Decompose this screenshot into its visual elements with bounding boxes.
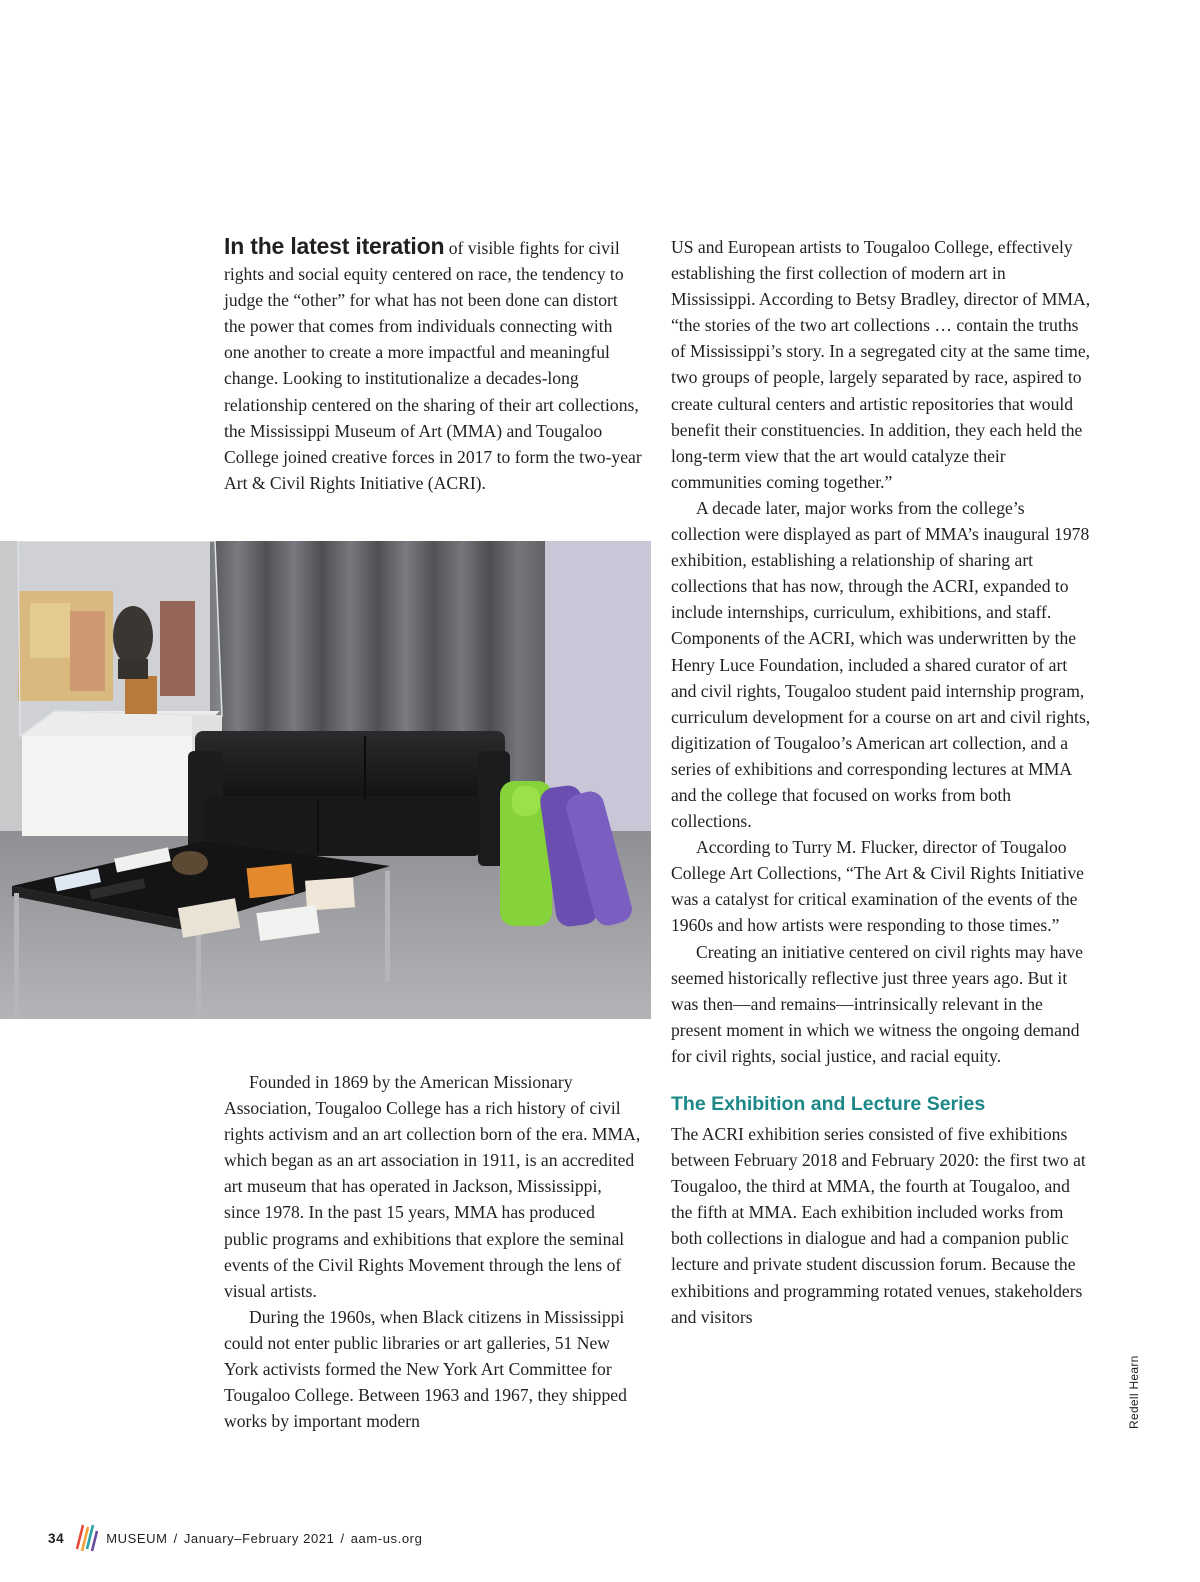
intro-paragraph [224, 233, 642, 496]
website-link[interactable]: aam-us.org [350, 1530, 423, 1546]
page-number: 34 [48, 1530, 65, 1546]
body-paragraph: Founded in 1869 by the American Missionary Association, Tougaloo College has a rich history of civil rights activism and an art collection born of the era. MMA, which began as an art association in 1911, is an accredited art museum that has operated in Jackson, Mississippi, since 1978. In the past 15 years, MMA has produced public programs and exhibitions that explore the seminal events of the Civil Rights Movement through the lens of visual artists. [224, 1072, 641, 1301]
black-sofa [195, 731, 505, 806]
lead-phrase: In the latest iteration [224, 233, 445, 259]
pedestal [22, 736, 192, 836]
issue-date: January–February 2021 [183, 1530, 335, 1546]
gallery-photo [0, 541, 651, 1019]
page-footer [48, 1522, 422, 1554]
body-paragraph: Creating an initiative centered on civil rights may have seemed historically reflective just three years ago. But it was then—and remains—intrinsically relevant in the present moment in which we witness the ongoing demand for civil rights, social justice, and racial equity. [671, 941, 1083, 1066]
left-column [224, 1069, 642, 1434]
photo-credit: Redell Hearn [1127, 1355, 1141, 1429]
body-paragraph: US and European artists to Tougaloo College, effectively establishing the first collection of modern art in Mississippi. According to Betsy Bradley, director of MMA, “the stories of the two art collections … contain the truths of Mississippi’s story. In a segregated city at the same time, two groups of people, largely separated by race, aspired to create cultural centers and artistic repositories that would benefit their constituencies. In addition, they each held the long-term view that the art would catalyze their communities coming together.” [671, 237, 1091, 492]
aam-logo-icon [74, 1521, 98, 1556]
plant-bowl [172, 851, 208, 875]
magazine-name: MUSEUM [106, 1530, 168, 1546]
separator: / [340, 1530, 345, 1546]
buddha-bust [113, 606, 153, 666]
book [247, 864, 295, 899]
photo-illustration [0, 541, 651, 1019]
body-paragraph: During the 1960s, when Black citizens in Mississippi could not enter public libraries or art galleries, 51 New York activists formed the New York Art Committee for Tougaloo College. Between 1963 and 1967, they shipped works by important modern [224, 1306, 627, 1432]
body-paragraph: A decade later, major works from the college’s collection were displayed as part of MMA’s inaugural 1978 exhibition, establishing a relationship of sharing art collections that has now, through the ACRI, expanded to include internships, curriculum, exhibitions, and staff. Components of the ACRI, which was underwritten by the Henry Luce Foundation, included a shared curator of art and civil rights, Tougaloo student paid internship program, curriculum development for a course on art and civil rights, digitization of Tougaloo’s American art collection, and a series of exhibitions and corresponding lectures at MMA and the college that focused on works from both collections. [671, 497, 1091, 832]
separator: / [173, 1530, 178, 1546]
body-paragraph: According to Turry M. Flucker, director of Tougaloo College Art Collections, “The Art & Civil Rights Initiative was a catalyst for critical examination of the events of the 1960s and how artists were responding to those times.” [671, 837, 1084, 936]
intro-text: of visible fights for civil rights and social equity centered on race, the tendency to judge the “other” for what has not been done can distort the power that comes from individuals connecting with one another to create a more impactful and meaningful change. Looking to institutionalize a decades-long relationship centered on the sharing of their art collections, the Mississippi Museum of Art (MMA) and Tougaloo College joined creative forces in 2017 to form the two-year Art & Civil Rights Initiative (ACRI). [224, 238, 642, 493]
section-heading: The Exhibition and Lecture Series [671, 1093, 986, 1115]
body-paragraph: The ACRI exhibition series consisted of five exhibitions between February 2018 and February 2020: the first two at Tougaloo, the third at MMA, the fourth at Tougaloo, and the fifth at MMA. Each exhibition included works from both collections in dialogue and had a companion public lecture and private student discussion forum. Because the exhibitions and programming rotated venues, stakeholders and visitors [671, 1124, 1086, 1327]
intro-column [224, 233, 642, 496]
wood-stand [125, 676, 157, 714]
right-column [671, 234, 1091, 1330]
